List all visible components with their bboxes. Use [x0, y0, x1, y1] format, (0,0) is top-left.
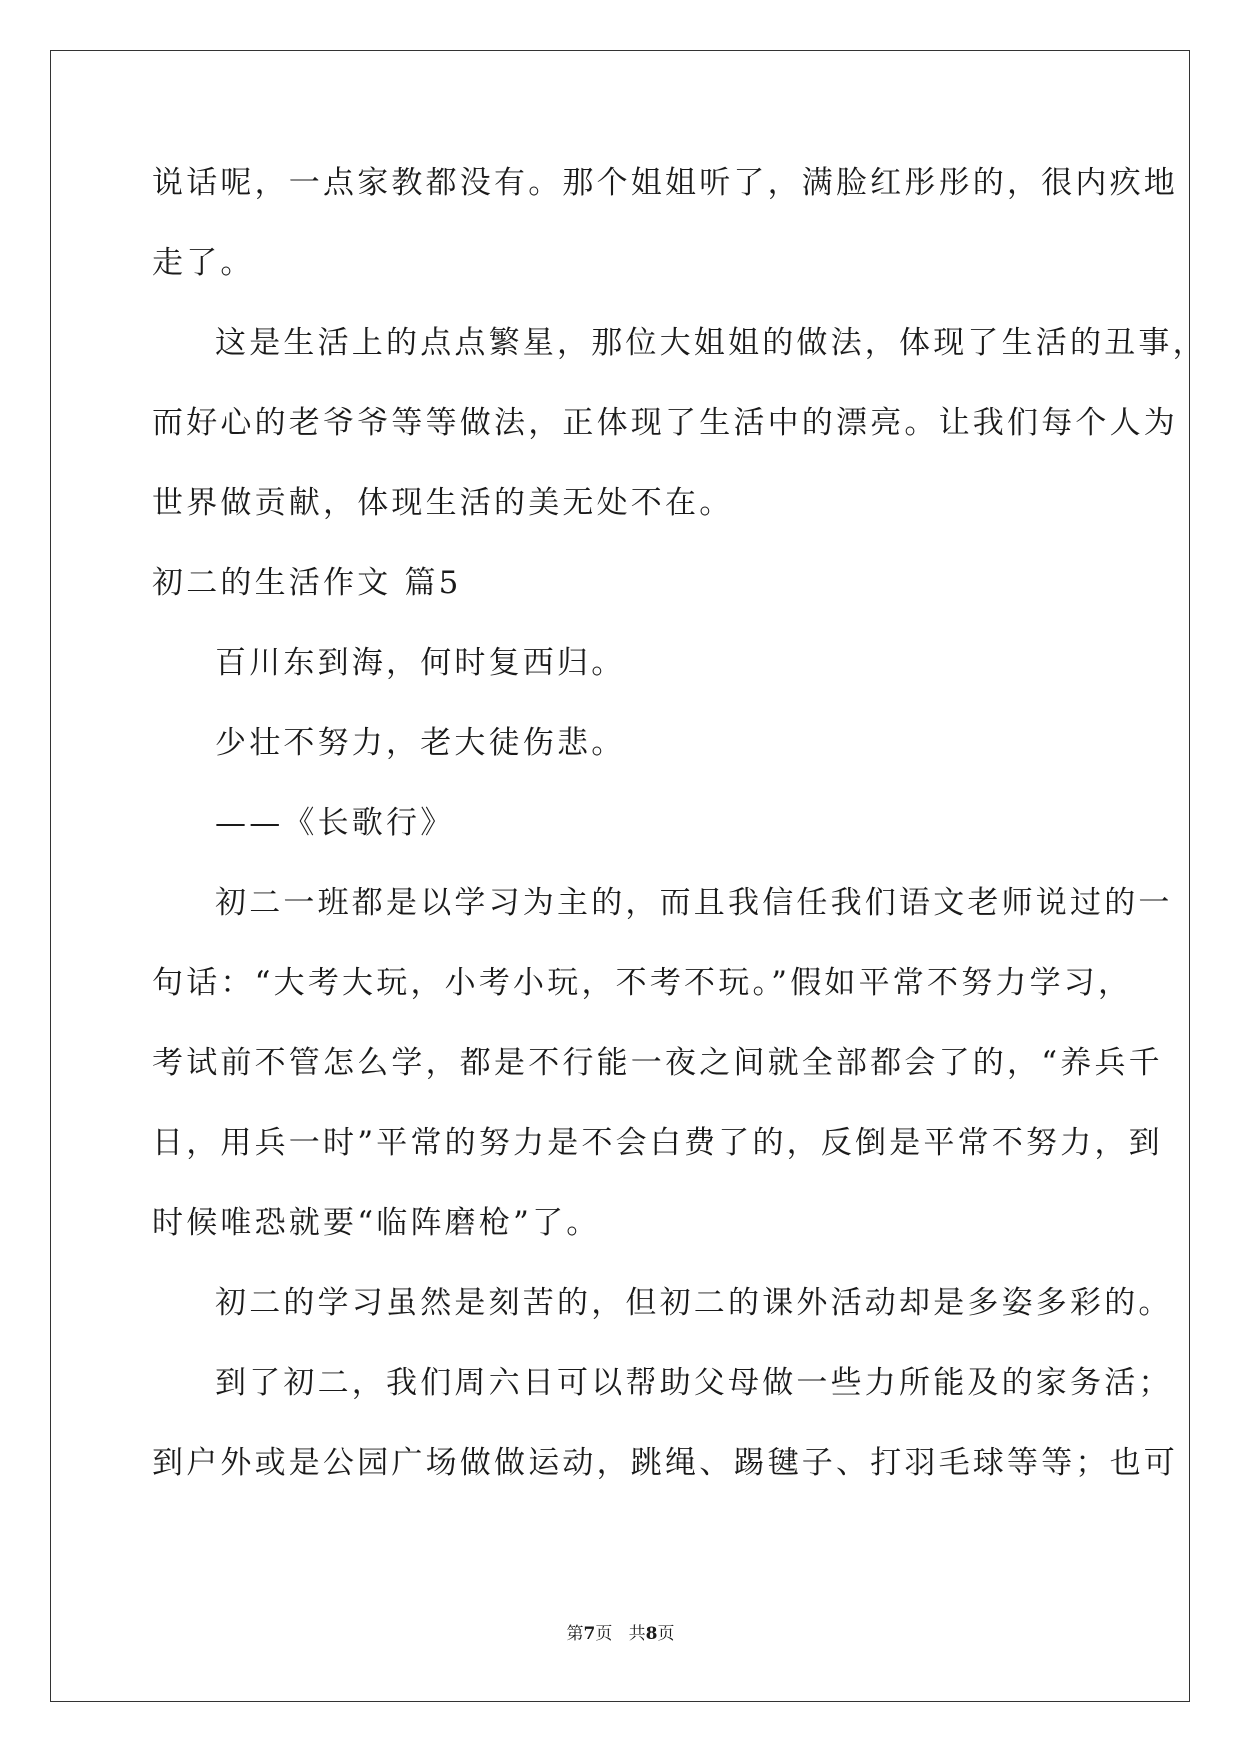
- footer-prefix: 第: [566, 1624, 584, 1644]
- text-line: 到户外或是公园广场做做运动，跳绳、踢毽子、打羽毛球等等；也可: [152, 1445, 1178, 1481]
- text-line: 句话：“大考大玩，小考小玩，不考不玩。”假如平常不努力学习，: [152, 965, 1133, 1001]
- text-line: 时候唯恐就要“临阵磨枪”了。: [152, 1205, 601, 1241]
- text-line: 而好心的老爷爷等等做法，正体现了生活中的漂亮。让我们每个人为: [152, 405, 1178, 441]
- section-heading: 初二的生活作文 篇5: [152, 565, 462, 601]
- text-line: 百川东到海，何时复西归。: [215, 645, 626, 681]
- footer-suffix: 页: [657, 1624, 675, 1644]
- text-line: 世界做贡献，体现生活的美无处不在。: [152, 485, 734, 521]
- text-line: 到了初二，我们周六日可以帮助父母做一些力所能及的家务活；: [215, 1365, 1173, 1401]
- footer-mid: 页 共: [595, 1624, 646, 1644]
- text-line: 走了。: [152, 245, 255, 281]
- text-line: 初二一班都是以学习为主的，而且我信任我们语文老师说过的一: [215, 885, 1173, 921]
- text-line: 考试前不管怎么学，都是不行能一夜之间就全部都会了的，“养兵千: [152, 1045, 1163, 1081]
- document-body: [152, 159, 1207, 1519]
- text-line: 说话呢，一点家教都没有。那个姐姐听了，满脸红彤彤的，很内疚地: [152, 165, 1178, 201]
- text-line: 日，用兵一时”平常的努力是不会白费了的，反倒是平常不努力，到: [152, 1125, 1163, 1161]
- text-line: 这是生活上的点点繁星，那位大姐姐的做法，体现了生活的丑事，: [215, 325, 1207, 361]
- current-page-number: 7: [583, 1624, 596, 1644]
- page-footer: [0, 1619, 1241, 1644]
- text-line: 初二的学习虽然是刻苦的，但初二的课外活动却是多姿多彩的。: [215, 1285, 1173, 1321]
- text-line: 少壮不努力，老大徒伤悲。: [215, 725, 626, 761]
- total-page-number: 8: [645, 1624, 658, 1644]
- text-line: ——《长歌行》: [215, 805, 455, 841]
